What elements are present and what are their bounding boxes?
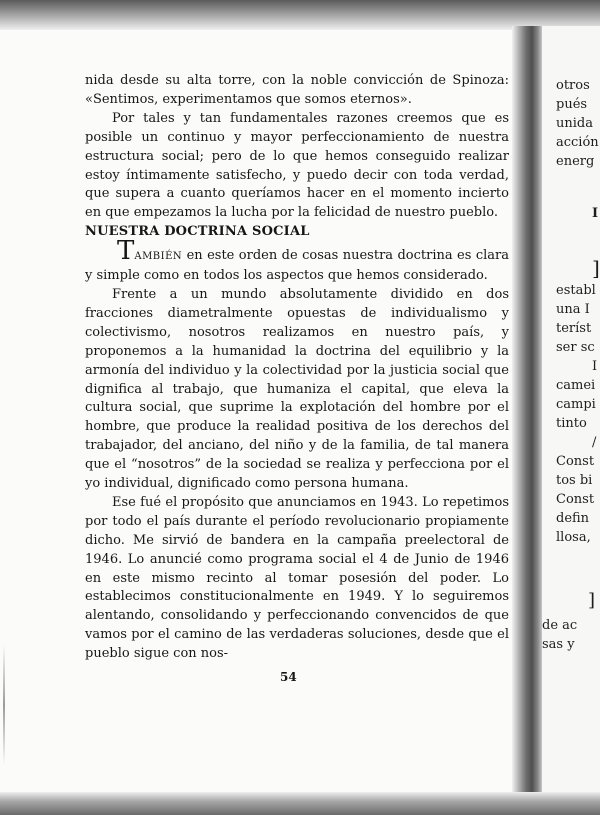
right-fragment: acción — [556, 135, 599, 150]
paragraph-reasons: Por tales y tan fundamentales razones creemos que es posible un continuo y mayor perfeccionamiento de nuestra estructura social; pero de lo que hemos conseguido realizar estoy íntimamente satisfecho, y puedo decir con toda verdad, que supera a cuanto queríamos hacer en el momento incierto en que empezamos la lucha por la felicidad de nuestro pueblo. — [85, 110, 509, 221]
right-fragment: establ — [556, 283, 596, 298]
scan-margin-mark — [3, 645, 5, 765]
right-fragment: llosa, — [556, 530, 591, 545]
book-gutter — [512, 26, 542, 796]
right-page-edge — [542, 26, 600, 796]
left-page-text — [85, 72, 509, 664]
paragraph-opening — [85, 236, 509, 286]
scan-bottom-edge — [0, 792, 600, 815]
right-fragment: energ — [556, 154, 595, 169]
right-fragment: tos bi — [556, 473, 593, 488]
dropcap-smallcaps: AMBIÉN — [134, 251, 183, 263]
right-fragment: tinto — [556, 416, 587, 431]
right-fragment: I — [592, 206, 599, 221]
right-fragment: unida — [556, 116, 593, 131]
paragraph-doctrine: Frente a un mundo absolutamente dividido en dos fracciones diametralmente opuestas de individualismo y colectivismo, nosotros realizamos en nuestro país, y proponemos a la humanidad la doctrina del equilibrio y la armonía del individuo y la colectividad por la justicia social que dignifica al trabajo, que humaniza el capital, que eleva la cultura social, que suprime la explotación del hombre por el hombre, que produce la realidad positiva de los derechos del trabajador, del anciano, del niño y de la familia, de tal manera que el “nosotros” de la sociedad se realiza y perfecciona por el yo individual, dignificado como persona humana. — [85, 286, 509, 492]
page-number: 54 — [280, 670, 297, 684]
dropcap-letter: T — [117, 236, 135, 267]
right-fragment: ] — [592, 256, 600, 280]
right-fragment: Const — [556, 454, 595, 469]
right-fragment: sas y — [542, 637, 575, 652]
right-fragment: ser sc — [556, 340, 595, 355]
right-fragment: una I — [556, 302, 590, 317]
right-fragment: I — [592, 359, 598, 374]
opening-rest: en este orden de cosas nuestra doctrina es clara y simple como en todos los aspectos que hemos considerado. — [85, 248, 509, 284]
right-fragment: campi — [556, 397, 596, 412]
section-heading: NUESTRA DOCTRINA SOCIAL — [85, 224, 310, 240]
paragraph-continuation: nida desde su alta torre, con la noble convicción de Spinoza: «Sentimos, experimentamos que somos eternos». — [85, 73, 509, 107]
right-fragment: otros — [556, 78, 590, 93]
right-fragment: teríst — [556, 321, 592, 336]
right-fragment: pués — [556, 97, 588, 112]
paragraph-history: Ese fué el propósito que anunciamos en 1943. Lo repetimos por todo el país durante el período revolucionario propiamente dicho. Me sirvió de bandera en la campaña preelectoral de 1946. Lo anuncié como programa social el 4 de Junio de 1946 en este mismo recinto al tomar posesión del poder. Lo establecimos constitucionalmente en 1949. Y lo seguiremos alentando, consolidando y perfeccionando convencidos de que vamos por el camino de las verdaderas soluciones, desde que el pueblo sigue con nos- — [85, 494, 509, 662]
scan-top-edge — [0, 0, 600, 30]
right-fragment: Const — [556, 492, 595, 507]
right-fragment: de ac — [542, 618, 578, 633]
right-fragment: / — [592, 435, 597, 450]
right-fragment: defin — [556, 511, 590, 526]
right-fragment: camei — [556, 378, 596, 393]
right-fragment: ] — [588, 590, 596, 611]
